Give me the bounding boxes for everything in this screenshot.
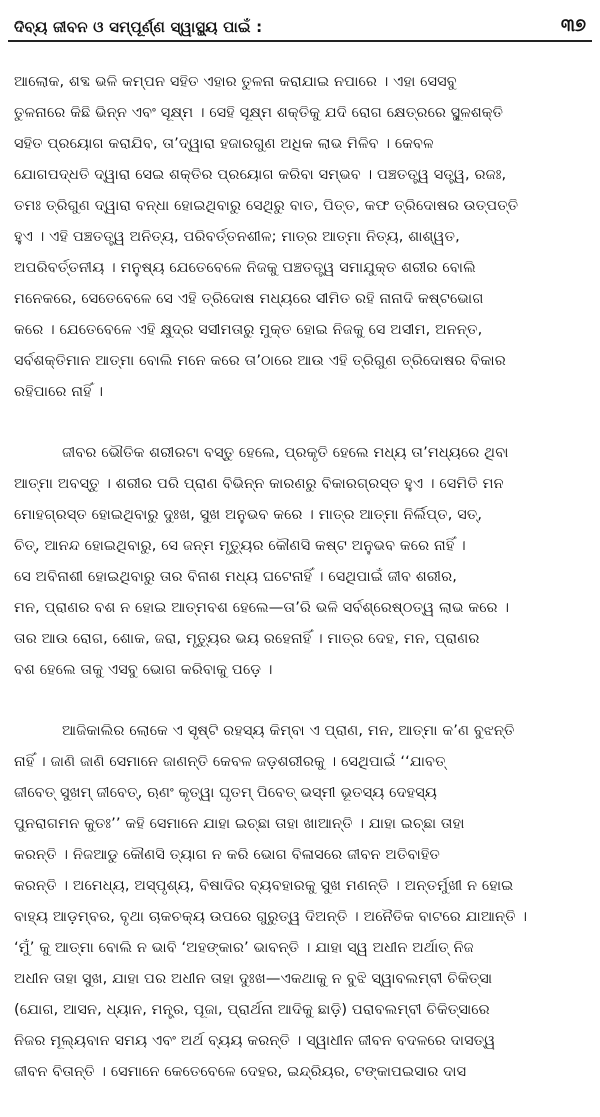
text-line: ଜୀବନ ବିତାନ୍ତି । ସେମାନେ କେତେବେଳେ ଦେହର, ଇନ୍ଦ୍ରିୟର, ଟଙ୍କାପଇସାର ଦାସ [14,1063,467,1080]
text-line: ‘ମୁଁ’ କୁ ଆତ୍ମା ବୋଲି ନ ଭାବି ‘ଅହଙ୍କାର’ ଭାବନ୍ତି । ଯାହା ସ୍ୱ ଅଧୀନ ଅର୍ଥାତ୍ ନିଜ [14,939,474,956]
text-line: ତାର ଆଉ ରୋଗ, ଶୋକ, ଜରା, ମୃତ୍ୟୁର ଭୟ ରହେନାହିଁ । ମାତ୍ର ଦେହ, ମନ, ପ୍ରାଣର [14,630,480,647]
text-line: ତମଃ ତ୍ରିଗୁଣ ଦ୍ୱାରା ବନ୍ଧା ହୋଇଥିବାରୁ ସେଥିରୁ ବାତ, ପିତ୍ତ, କଫ ତ୍ରିଦୋଷର ଉତ୍ପତ୍ତି [14,197,519,214]
text-line: ପୁନରାଗମନ କୁତଃ’’ କହି ସେମାନେ ଯାହା ଇଚ୍ଛା ତାହା ଖାଆନ୍ତି । ଯାହା ଇଚ୍ଛା ତାହା [14,815,465,832]
text-line: ବାହ୍ୟ ଆଡ଼ମ୍ବର, ବୃଥା ଚାକଚକ୍ୟ ଉପରେ ଗୁରୁତ୍ୱ ଦିଅନ୍ତି । ଅନୈତିକ ବାଟରେ ଯାଆନ୍ତି । [14,908,528,925]
paragraph [14,437,588,685]
text-line: ଯୋଗପଦ୍ଧତି ଦ୍ୱାରା ସେଇ ଶକ୍ତିର ପ୍ରୟୋଗ କରିବା ସମ୍ଭବ । ପଞ୍ଚତତ୍ତ୍ୱ ସତ୍ତ୍ୱ, ରଜଃ, [14,166,507,183]
text-line: ସହିତ ପ୍ରୟୋଗ କରାଯିବ, ତା’ଦ୍ୱାରା ହଜାରଗୁଣ ଅଧିକ ଲାଭ ମିଳିବ । କେବଳ [14,135,434,152]
text-line: ମନ, ପ୍ରାଣର ବଶ ନ ହୋଇ ଆତ୍ମବଶ ହେଲେ—ତା’ରି ଭଳି ସର୍ବଶ୍ରେଷ୍ଠତ୍ୱ ଲାଭ କରେ । [14,599,510,616]
text-line: ଆତ୍ମା ଅବସ୍ତୁ । ଶରୀର ପରି ପ୍ରାଣ ବିଭିନ୍ନ କାରଣରୁ ବିକାରଗ୍ରସ୍ତ ହୁଏ । ସେମିତି ମନ [14,475,504,492]
text-line: ବଶ ହେଲେ ତାକୁ ଏସବୁ ଭୋଗ କରିବାକୁ ପଡ଼େ । [14,661,273,678]
text-line: କରନ୍ତି । ଅମେଧ୍ୟ, ଅସ୍ପୃଶ୍ୟ, ବିଷାଦିର ବ୍ୟବହାରକୁ ସୁଖ ମଣନ୍ତି । ଅନ୍ତର୍ମୁଖୀ ନ ହୋଇ [14,877,514,894]
page-number: ୩୭ [560,15,586,36]
page-header [14,6,586,36]
text-line: ଜୀବର ଭୌତିକ ଶରୀରଟା ବସ୍ତୁ ହେଲେ, ପ୍ରକୃତି ହେଲେ ମଧ୍ୟ ତା’ମଧ୍ୟରେ ଥିବା [62,444,509,461]
body-text [14,66,588,1117]
text-line: ରହିପାରେ ନାହିଁ । [14,383,104,400]
text-line: ଅପରିବର୍ତ୍ତନୀୟ । ମନୁଷ୍ୟ ଯେତେବେଳେ ନିଜକୁ ପଞ୍ଚତତ୍ତ୍ୱ ସମାଯୁକ୍ତ ଶରୀର ବୋଲି [14,259,476,276]
text-line: ସେ ଅବିନାଶୀ ହୋଇଥିବାରୁ ତାର ବିନାଶ ମଧ୍ୟ ଘଟେନାହିଁ । ସେଥିପାଇଁ ଜୀବ ଶରୀର, [14,568,458,585]
text-line: ମୋହଗ୍ରସ୍ତ ହୋଇଥିବାରୁ ଦୁଃଖ, ସୁଖ ଅନୁଭବ କରେ । ମାତ୍ର ଆତ୍ମା ନିର୍ଲିପ୍ତ, ସତ୍, [14,506,483,523]
text-line: ମନେକରେ, ସେତେବେଳେ ସେ ଏହି ତ୍ରିଦୋଷ ମଧ୍ୟରେ ସୀମିତ ରହି ନାନାଦି କଷ୍ଟଭୋଗ [14,290,484,307]
text-line: (ଯୋଗ, ଆସନ, ଧ୍ୟାନ, ମନ୍ତ୍ର, ପୂଜା, ପ୍ରାର୍ଥନା ଆଦିକୁ ଛାଡ଼ି) ପରାବଲମ୍ବୀ ଚିକିତ୍ସାରେ [14,1001,490,1018]
text-line: ହୁଏ । ଏହି ପଞ୍ଚତତ୍ତ୍ୱ ଅନିତ୍ୟ, ପରିବର୍ତ୍ତନଶୀଳ; ମାତ୍ର ଆତ୍ମା ନିତ୍ୟ, ଶାଶ୍ୱତ, [14,228,460,245]
header-rule [8,40,592,42]
text-line: ତୁଳନାରେ କିଛି ଭିନ୍ନ ଏବଂ ସୂକ୍ଷ୍ମ । ସେହି ସୂକ୍ଷ୍ମ ଶକ୍ତିକୁ ଯଦି ରୋଗ କ୍ଷେତ୍ରରେ ସ୍ଥୂଳଶକ୍ତି [14,104,504,121]
text-line: ଆଜିକାଲିର ଲୋକେ ଏ ସୃଷ୍ଟି ରହସ୍ୟ କିମ୍ବା ଏ ପ୍ରାଣ, ମନ, ଆତ୍ମା କ’ଣ ବୁଝନ୍ତି [62,722,515,739]
text-line: ଚିତ୍, ଆନନ୍ଦ ହୋଇଥିବାରୁ, ସେ ଜନ୍ମ ମୃତ୍ୟୁର କୌଣସି କଷ୍ଟ ଅନୁଭବ କରେ ନାହିଁ । [14,537,466,554]
text-line: ସର୍ବଶକ୍ତିମାନ ଆତ୍ମା ବୋଲି ମନେ କରେ ତା’ଠାରେ ଆଉ ଏହି ତ୍ରିଗୁଣ ତ୍ରିଦୋଷର ବିକାର [14,352,506,369]
text-line: କରନ୍ତି । ନିଜଆଡୁ କୌଣସି ତ୍ୟାଗ ନ କରି ଭୋଗ ବିଳାସରେ ଜୀବନ ଅତିବାହିତ [14,846,440,863]
text-line: ଆଲୋକ, ଶବ୍ଦ ଭଳି କମ୍ପନ ସହିତ ଏହାର ତୁଳନା କରାଯାଇ ନପାରେ । ଏହା ସେସବୁ [14,73,457,90]
text-line: ଜୀବେତ୍ ସୁଖମ୍ ଜୀବେତ୍, ଋଣଂ କୃତ୍ୱା ଘୃତମ୍ ପିବେତ୍ ଭସ୍ମୀ ଭୂତସ୍ୟ ଦେହସ୍ୟ [14,784,437,801]
running-head: ଦିବ୍ୟ ଜୀବନ ଓ ସମ୍ପୂର୍ଣ୍ଣ ସ୍ୱାସ୍ଥ୍ୟ ପାଇଁ : [14,18,263,36]
paragraph [14,66,588,407]
text-line: ଅଧୀନ ତାହା ସୁଖ, ଯାହା ପର ଅଧୀନ ତାହା ଦୁଃଖ—ଏକଥାକୁ ନ ବୁଝି ସ୍ୱାବଲମ୍ବୀ ଚିକିତ୍ସା [14,970,493,987]
text-line: ନାହିଁ । ଜାଣି ଜାଣି ସେମାନେ ଜାଣନ୍ତି କେବଳ ଜଡ଼ଶରୀରକୁ । ସେଥିପାଇଁ ‘‘ଯାବତ୍ [14,753,446,770]
paragraph [14,715,588,1087]
text-line: କରେ । ଯେତେବେଳେ ଏହି କ୍ଷୁଦ୍ର ସସୀମତାରୁ ମୁକ୍ତ ହୋଇ ନିଜକୁ ସେ ଅସୀମ, ଅନନ୍ତ, [14,321,483,338]
text-line: ନିଜର ମୂଲ୍ୟବାନ ସମୟ ଏବଂ ଅର୍ଥ ବ୍ୟୟ କରନ୍ତି । ସ୍ୱାଧୀନ ଜୀବନ ବଦଳରେ ଦାସତ୍ୱ [14,1032,496,1049]
